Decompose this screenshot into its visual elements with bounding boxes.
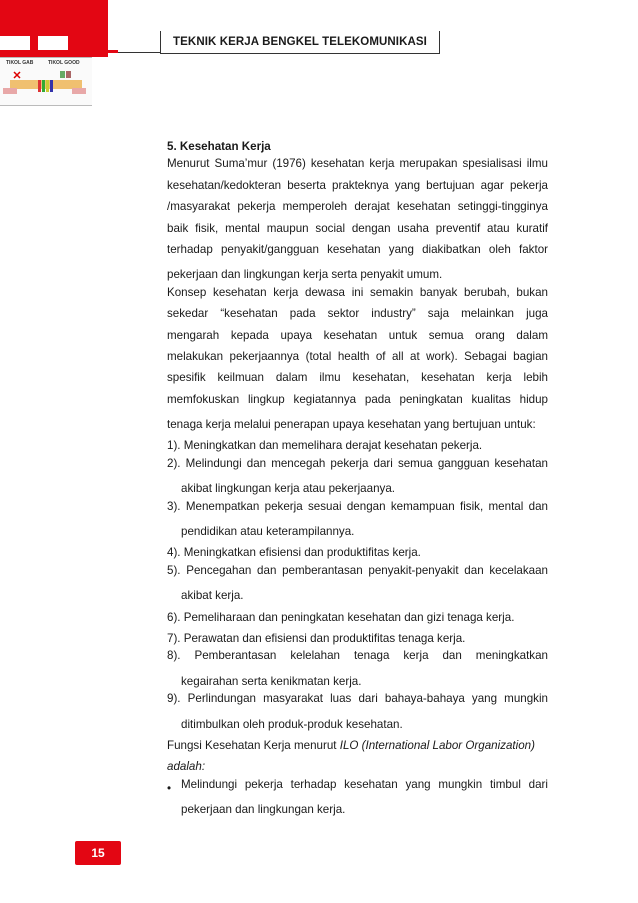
list-item-cont: akibat kerja. <box>181 589 244 603</box>
page-body <box>167 136 548 821</box>
list-item: 9). Perlindungan masyarakat luas dari bahaya-bahaya yang mungkin <box>167 692 548 706</box>
header-notch <box>38 36 68 50</box>
text-line: Menurut Suma’mur (1976) kesehatan kerja merupakan spesialisasi ilmu <box>167 157 548 171</box>
text-line: sekedar “kesehatan pada sektor industry” saja melainkan juga <box>167 307 548 321</box>
list-item-cont: ditimbulkan oleh produk-produk kesehatan. <box>181 717 403 731</box>
list-item-cont: akibat lingkungan kerja atau pekerjaanya. <box>181 482 395 496</box>
header-rule <box>0 50 118 53</box>
list-item: 7). Perawatan dan efisiensi dan produktifitas tenaga kerja. <box>167 631 466 645</box>
paragraph-1 <box>167 157 548 285</box>
text-line: pekerjaan dan lingkungan kerja. <box>181 803 346 817</box>
logo-label: TIKOL GAB <box>6 60 34 66</box>
book-logo <box>0 57 92 106</box>
text-line: terhadap penyakit/gangguan kesehatan yang diakibatkan oleh faktor <box>167 242 548 256</box>
text-line: spesifik keilmuan dalam ilmu kesehatan, kesehatan kerja lebih <box>167 371 548 385</box>
text-line: kesehatan/kedokteran beserta prakteknya yang bertujuan agar pekerja <box>167 178 548 192</box>
list-item: 8). Pemberantasan kelelahan tenaga kerja dan meningkatkan <box>167 649 548 663</box>
text-line: tenaga kerja melalui penerapan upaya kesehatan yang bertujuan untuk: <box>167 418 536 432</box>
list-item: 3). Menempatkan pekerja sesuai dengan kemampuan fisik, mental dan <box>167 499 548 513</box>
bullet-item <box>167 778 548 821</box>
list-item: 5). Pencegahan dan pemberantasan penyakit-penyakit dan kecelakaan <box>167 563 548 577</box>
text-line: Melindungi pekerja terhadap kesehatan yang mungkin timbul dari <box>181 777 548 791</box>
page-number: 15 <box>75 841 121 865</box>
list-item: 2). Melindungi dan mencegah pekerja dari semua gangguan kesehatan <box>167 456 548 470</box>
running-header: TEKNIK KERJA BENGKEL TELEKOMUNIKASI <box>160 31 440 54</box>
section-heading: 5. Kesehatan Kerja <box>167 140 271 153</box>
paragraph-2 <box>167 286 548 436</box>
text-line: memfokuskan lingkup kegiatannya pada peningkatan kualitas hidup <box>167 392 548 406</box>
list-item-cont: kegairahan serta kenikmatan kerja. <box>181 674 362 688</box>
ilo-intro <box>167 735 548 756</box>
ilo-intro-cont: adalah: <box>167 760 206 774</box>
logo-label: TIKOL GOOD <box>48 60 80 66</box>
text-line: pekerjaan dan lingkungan kerja serta penyakit umum. <box>167 268 443 282</box>
text-line: Konsep kesehatan kerja dewasa ini semakin banyak berubah, bukan <box>167 285 548 299</box>
ilo-intro-text: Fungsi Kesehatan Kerja menurut <box>167 738 340 752</box>
text-line: /masyarakat pekerja memperoleh derajat kesehatan setinggi-tingginya <box>167 200 548 214</box>
text-line: melakukan pekerjaannya (total health of all at work). Sebagai bagian <box>167 349 548 363</box>
text-line: baik fisik, mental maupun social dengan usaha preventif atau kuratif <box>167 221 548 235</box>
bullet-icon: • <box>167 781 172 795</box>
list-item: 4). Meningkatkan efisiensi dan produktifitas kerja. <box>167 546 421 560</box>
ilo-name: ILO (International Labor Organization) <box>339 738 535 752</box>
text-line: mengarah kepada upaya kesehatan untuk semua orang dalam <box>167 328 548 342</box>
goal-list <box>167 435 548 734</box>
list-item-cont: pendidikan atau keterampilannya. <box>181 525 355 539</box>
list-item: 1). Meningkatkan dan memelihara derajat kesehatan pekerja. <box>167 439 483 453</box>
list-item: 6). Pemeliharaan dan peningkatan kesehatan dan gizi tenaga kerja. <box>167 610 515 624</box>
header-notch <box>0 36 30 50</box>
